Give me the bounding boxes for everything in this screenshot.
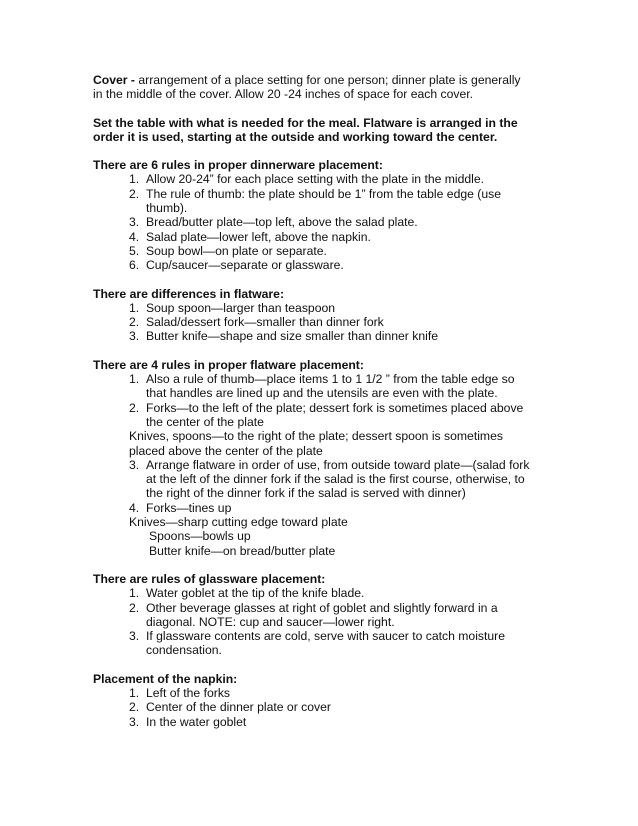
list-item: 2. Other beverage glasses at right of goblet and slightly forward in a: [129, 600, 498, 615]
dinnerware-heading: There are 6 rules in proper dinnerware placement:: [93, 158, 383, 173]
list-item: 2. Salad/dessert fork—smaller than dinner fork: [129, 315, 384, 330]
list-item: 1. Also a rule of thumb—place items 1 to 1 1/2 ” from the table edge so: [129, 372, 515, 387]
cover-paragraph: [93, 73, 553, 87]
flatware-differences-heading: There are differences in flatware:: [93, 286, 285, 301]
napkin-list: [93, 686, 553, 729]
list-item: 3. In the water goblet: [129, 714, 247, 729]
list-item: 1. Allow 20-24” for each place setting with the plate in the middle.: [129, 172, 485, 187]
list-item-continuation: diagonal. NOTE: cup and saucer—lower right.: [146, 614, 395, 629]
list-item: 3. Arrange flatware in order of use, from outside toward plate—(salad fork: [129, 457, 530, 472]
cover-line-2: in the middle of the cover. Allow 20 -24 inches of space for each cover.: [93, 87, 474, 102]
set-table-line-1: Set the table with what is needed for the meal. Flatware is arranged in the: [93, 115, 518, 130]
list-item: 2. Center of the dinner plate or cover: [129, 700, 331, 715]
set-table-line-2: order it is used, starting at the outside and working toward the center.: [93, 129, 498, 144]
list-item: 1. Water goblet at the tip of the knife blade.: [129, 586, 365, 601]
spoons-line: Spoons—bowls up: [149, 529, 251, 544]
napkin-heading: Placement of the napkin:: [93, 671, 238, 686]
flatware-rules-heading: There are 4 rules in proper flatware placement:: [93, 357, 364, 372]
knives-sharp-line: Knives—sharp cutting edge toward plate: [129, 515, 348, 530]
list-item-continuation: the right of the dinner fork if the salad is served with dinner): [146, 486, 466, 501]
list-item: 1. Left of the forks: [129, 685, 231, 700]
list-item: 2. The rule of thumb: the plate should be 1” from the table edge (use: [129, 186, 502, 201]
list-item: 2. Forks—to the left of the plate; dessert fork is sometimes placed above: [129, 400, 524, 415]
butter-knife-line: Butter knife—on bread/butter plate: [149, 543, 336, 558]
glassware-list: [93, 586, 553, 657]
list-item: 3. If glassware contents are cold, serve with saucer to catch moisture: [129, 629, 506, 644]
list-item-continuation: that handles are lined up and the utensils are even with the plate.: [146, 386, 498, 401]
list-item: 3. Bread/butter plate—top left, above the salad plate.: [129, 215, 418, 230]
list-item: 6. Cup/saucer—separate or glassware.: [129, 258, 344, 273]
list-item-continuation: thumb).: [146, 201, 188, 216]
list-item: 4. Salad plate—lower left, above the napkin.: [129, 229, 371, 244]
list-item: 5. Soup bowl—on plate or separate.: [129, 243, 327, 258]
flatware-differences-list: [93, 301, 553, 344]
knives-spoons-line-2: placed above the center of the plate: [129, 443, 323, 458]
list-item: 3. Butter knife—shape and size smaller than dinner knife: [129, 329, 438, 344]
flatware-rules-list: [93, 372, 553, 558]
list-item-continuation: condensation.: [146, 643, 222, 658]
dinnerware-list: [93, 172, 553, 272]
glassware-heading: There are rules of glassware placement:: [93, 571, 326, 586]
cover-term: Cover -: [93, 73, 135, 87]
knives-spoons-line-1: Knives, spoons—to the right of the plate; dessert spoon is sometimes: [129, 429, 503, 444]
list-item: 1. Soup spoon—larger than teaspoon: [129, 300, 336, 315]
cover-line-1: arrangement of a place setting for one person; dinner plate is generally: [135, 73, 521, 87]
list-item-continuation: at the left of the dinner fork if the salad is the first course, otherwise, to: [146, 472, 525, 487]
list-item-continuation: the center of the plate: [146, 414, 264, 429]
document-page: [93, 73, 553, 729]
list-item: 4. Forks—tines up: [129, 500, 232, 515]
